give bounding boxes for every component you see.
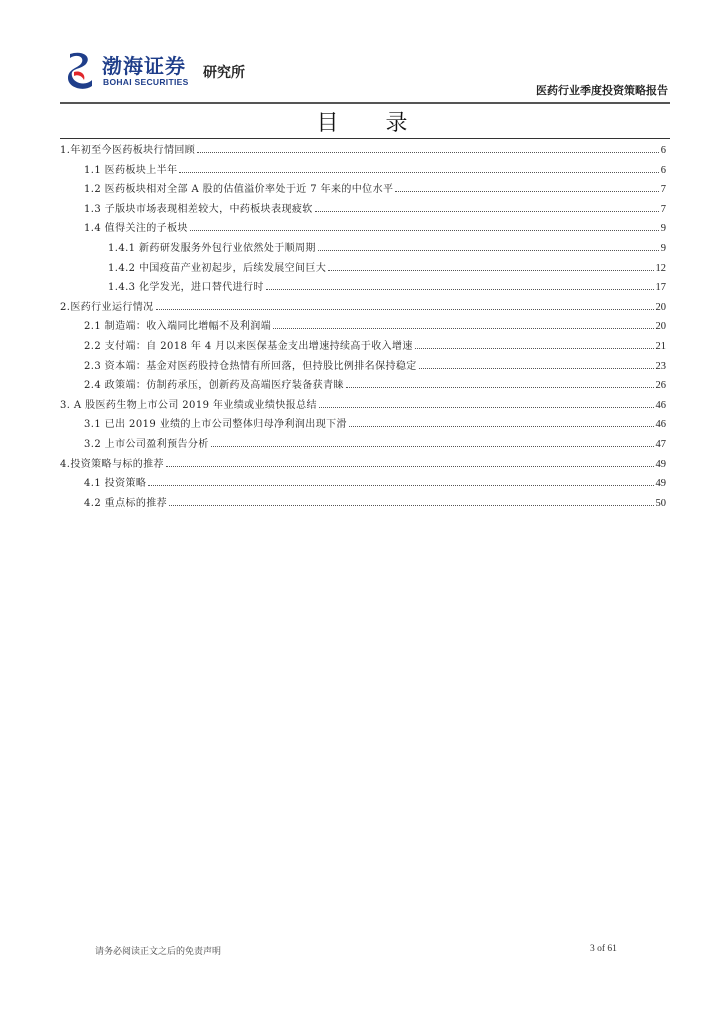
page-title: 目 录	[316, 111, 428, 136]
toc-dot-leader	[211, 446, 654, 447]
toc-dot-leader	[419, 368, 654, 369]
report-type-label: 医药行业季度投资策略报告	[536, 84, 668, 97]
toc-entry-page: 12	[655, 262, 666, 274]
toc-entry-title: 1.3 子版块市场表现相差较大，中药板块表现疲软	[84, 203, 313, 215]
toc-entry-page: 9	[660, 223, 666, 235]
toc-entry-page: 17	[655, 282, 666, 294]
toc-dot-leader	[349, 426, 654, 427]
toc-entry-page: 6	[660, 145, 666, 156]
toc-entry-title: 2.2 支付端：自 2018 年 4 月以来医保基金支出增速持续高于收入增速	[84, 340, 413, 352]
toc-dot-leader	[319, 407, 654, 408]
toc-entry[interactable]	[60, 396, 666, 416]
toc-entry[interactable]	[60, 376, 666, 396]
toc-entry-title: 1.1 医药板块上半年	[84, 164, 178, 176]
toc-dot-leader	[346, 387, 654, 388]
toc-dot-leader	[318, 250, 659, 251]
table-of-contents	[60, 141, 666, 513]
toc-dot-leader	[179, 172, 658, 173]
toc-entry[interactable]	[60, 298, 666, 318]
toc-entry-page: 21	[655, 340, 666, 352]
page-header	[60, 44, 670, 104]
toc-dot-leader	[169, 505, 653, 506]
toc-entry-page: 47	[655, 438, 666, 450]
toc-entry-title: 1.4.3 化学发光，进口替代进行时	[108, 282, 264, 294]
toc-dot-leader	[190, 230, 659, 231]
toc-dot-leader	[415, 348, 654, 349]
toc-entry-page: 46	[655, 419, 666, 431]
toc-entry-page: 49	[655, 458, 666, 470]
toc-entry-page: 20	[655, 321, 666, 333]
toc-entry-page: 7	[660, 184, 666, 196]
toc-entry-title: 2.4 政策端：仿制药承压，创新药及高端医疗装备获青睐	[84, 380, 344, 392]
toc-entry[interactable]	[60, 494, 666, 514]
toc-entry[interactable]	[60, 180, 666, 200]
toc-entry-title: 4.投资策略与标的推荐	[60, 458, 164, 470]
bohai-logo-icon	[66, 50, 94, 90]
toc-dot-leader	[166, 466, 654, 467]
toc-dot-leader	[315, 211, 659, 212]
footer-page-number: 3 of 61	[590, 944, 617, 954]
toc-entry[interactable]	[60, 161, 666, 181]
toc-entry-page: 9	[660, 242, 666, 254]
toc-dot-leader	[266, 289, 654, 290]
toc-entry-page: 23	[655, 360, 666, 372]
toc-entry-title: 4.2 重点标的推荐	[84, 497, 168, 509]
toc-entry-title: 2.1 制造端：收入端同比增幅不及利润端	[84, 321, 272, 333]
toc-dot-leader	[156, 309, 654, 310]
toc-entry-page: 46	[655, 399, 666, 411]
footer-disclaimer: 请务必阅读正文之后的免责声明	[95, 947, 222, 957]
toc-entry[interactable]	[60, 239, 666, 259]
toc-dot-leader	[328, 270, 653, 271]
toc-entry-title: 2.3 资本端：基金对医药股持仓热情有所回落，但持股比例排名保持稳定	[84, 360, 417, 372]
toc-entry[interactable]	[60, 219, 666, 239]
toc-dot-leader	[273, 328, 653, 329]
logo-name-cn: 渤海证券	[102, 54, 186, 78]
toc-entry-page: 49	[655, 478, 666, 490]
toc-entry-title: 1.年初至今医药板块行情回顾	[60, 145, 196, 156]
title-divider	[60, 138, 670, 139]
toc-entry[interactable]	[60, 357, 666, 377]
toc-entry-title: 1.4.2 中国疫苗产业初起步，后续发展空间巨大	[108, 262, 327, 274]
toc-entry[interactable]	[60, 259, 666, 279]
toc-entry-page: 7	[660, 203, 666, 215]
toc-dot-leader	[395, 191, 658, 192]
toc-entry-title: 3.2 上市公司盈利预告分析	[84, 438, 209, 450]
toc-entry[interactable]	[60, 141, 666, 161]
toc-entry[interactable]	[60, 278, 666, 298]
toc-entry-title: 3. A 股医药生物上市公司 2019 年业绩或业绩快报总结	[60, 399, 317, 411]
toc-entry-page: 26	[655, 380, 666, 392]
toc-entry-title: 1.4.1 新药研发服务外包行业依然处于顺周期	[108, 242, 316, 254]
toc-entry[interactable]	[60, 200, 666, 220]
toc-entry-page: 50	[655, 497, 666, 509]
toc-entry[interactable]	[60, 455, 666, 475]
toc-entry-title: 3.1 已出 2019 业绩的上市公司整体归母净利润出现下滑	[84, 419, 347, 431]
toc-dot-leader	[197, 152, 659, 153]
toc-entry-page: 6	[660, 164, 666, 176]
research-dept-label: 研究所	[203, 65, 245, 81]
toc-entry-page: 20	[655, 301, 666, 313]
toc-entry-title: 4.1 投资策略	[84, 478, 147, 490]
toc-entry-title: 2.医药行业运行情况	[60, 301, 154, 313]
toc-entry[interactable]	[60, 474, 666, 494]
logo-name-en: BOHAI SECURITIES	[103, 77, 189, 87]
toc-entry-title: 1.2 医药板块相对全部 A 股的估值溢价率处于近 7 年来的中位水平	[84, 184, 394, 196]
toc-dot-leader	[148, 485, 653, 486]
header-divider	[60, 102, 670, 104]
toc-entry[interactable]	[60, 415, 666, 435]
toc-entry[interactable]	[60, 435, 666, 455]
toc-entry-title: 1.4 值得关注的子板块	[84, 223, 188, 235]
toc-entry[interactable]	[60, 337, 666, 357]
toc-entry[interactable]	[60, 317, 666, 337]
